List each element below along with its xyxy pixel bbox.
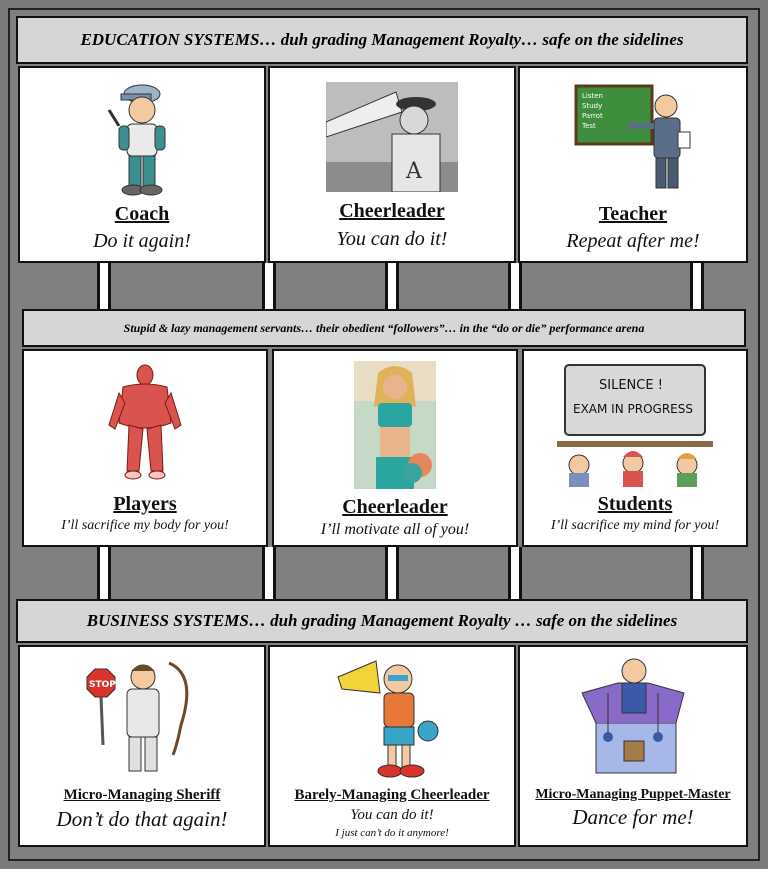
cheerleader-photo-color <box>274 361 516 489</box>
students-illustration <box>524 361 746 487</box>
students-label: Students <box>597 493 673 515</box>
board-line-4: Test <box>582 122 596 130</box>
connector-post <box>508 547 522 599</box>
sheriff-quote: Don’t do that again! <box>56 807 228 831</box>
coach-illustration <box>20 80 264 200</box>
connector-post <box>385 263 399 309</box>
panel-cheerleader-education <box>268 66 516 263</box>
cheerleader-middle-label: Cheerleader <box>342 496 448 518</box>
svg-text:A: A <box>406 159 422 184</box>
connector-post <box>97 263 111 309</box>
board-line-1: Listen <box>582 92 603 100</box>
education-banner <box>16 16 748 64</box>
barely-cheerleader-quote: You can do it! <box>350 807 434 823</box>
panel-teacher <box>518 66 748 263</box>
connector-post <box>690 547 704 599</box>
players-quote: I’ll sacrifice my body for you! <box>61 518 229 533</box>
cheerleader-quote: You can do it! <box>336 228 448 250</box>
cheerleader-middle-quote: I’ll motivate all of you! <box>320 521 470 538</box>
coach-quote: Do it again! <box>93 230 191 252</box>
board-line-3: Parrot <box>582 112 603 120</box>
teacher-label: Teacher <box>598 203 668 225</box>
puppet-master-quote: Dance for me! <box>572 805 694 829</box>
sign-silence: SILENCE ! <box>599 378 663 393</box>
cheerleader-photo <box>270 82 514 192</box>
teacher-illustration <box>520 82 746 197</box>
panel-students <box>522 349 748 547</box>
board-line-2: Study <box>582 102 603 110</box>
business-banner-text: BUSINESS SYSTEMS… duh grading Management Royalty … safe on the sidelines <box>86 611 678 630</box>
sheriff-label: Micro-Managing Sheriff <box>63 787 221 803</box>
barely-cheerleader-illustration <box>270 653 514 781</box>
puppet-master-illustration <box>520 653 746 775</box>
teacher-quote: Repeat after me! <box>566 230 700 252</box>
education-banner-text: EDUCATION SYSTEMS… duh grading Management Royalty… safe on the sidelines <box>80 30 684 49</box>
connector-post <box>97 547 111 599</box>
connector-post <box>262 263 276 309</box>
panel-barely-cheerleader <box>268 645 516 847</box>
sheriff-illustration <box>20 655 264 783</box>
puppet-master-label: Micro-Managing Puppet-Master <box>535 787 731 802</box>
panel-puppet-master <box>518 645 748 847</box>
business-banner <box>16 599 748 643</box>
players-label: Players <box>113 493 177 515</box>
connector-post <box>690 263 704 309</box>
panel-cheerleader-middle <box>272 349 518 547</box>
coach-label: Coach <box>114 203 170 225</box>
stop-sign-text: STOP <box>89 680 116 690</box>
connector-post <box>385 547 399 599</box>
middle-banner-text: Stupid & lazy management servants… their obedient “followers”… in the “do or die” performance arena <box>123 320 645 335</box>
cheerleader-label: Cheerleader <box>339 200 445 222</box>
players-illustration <box>24 363 266 483</box>
panel-players <box>22 349 268 547</box>
connector-post <box>508 263 522 309</box>
connector-post <box>262 547 276 599</box>
barely-cheerleader-quote-2: I just can’t do it anymore! <box>335 827 449 839</box>
panel-sheriff <box>18 645 266 847</box>
students-quote: I’ll sacrifice my mind for you! <box>550 518 720 533</box>
barely-cheerleader-label: Barely-Managing Cheerleader <box>294 787 490 803</box>
panel-coach <box>18 66 266 263</box>
sign-exam: EXAM IN PROGRESS <box>573 402 693 416</box>
middle-banner <box>22 309 746 347</box>
